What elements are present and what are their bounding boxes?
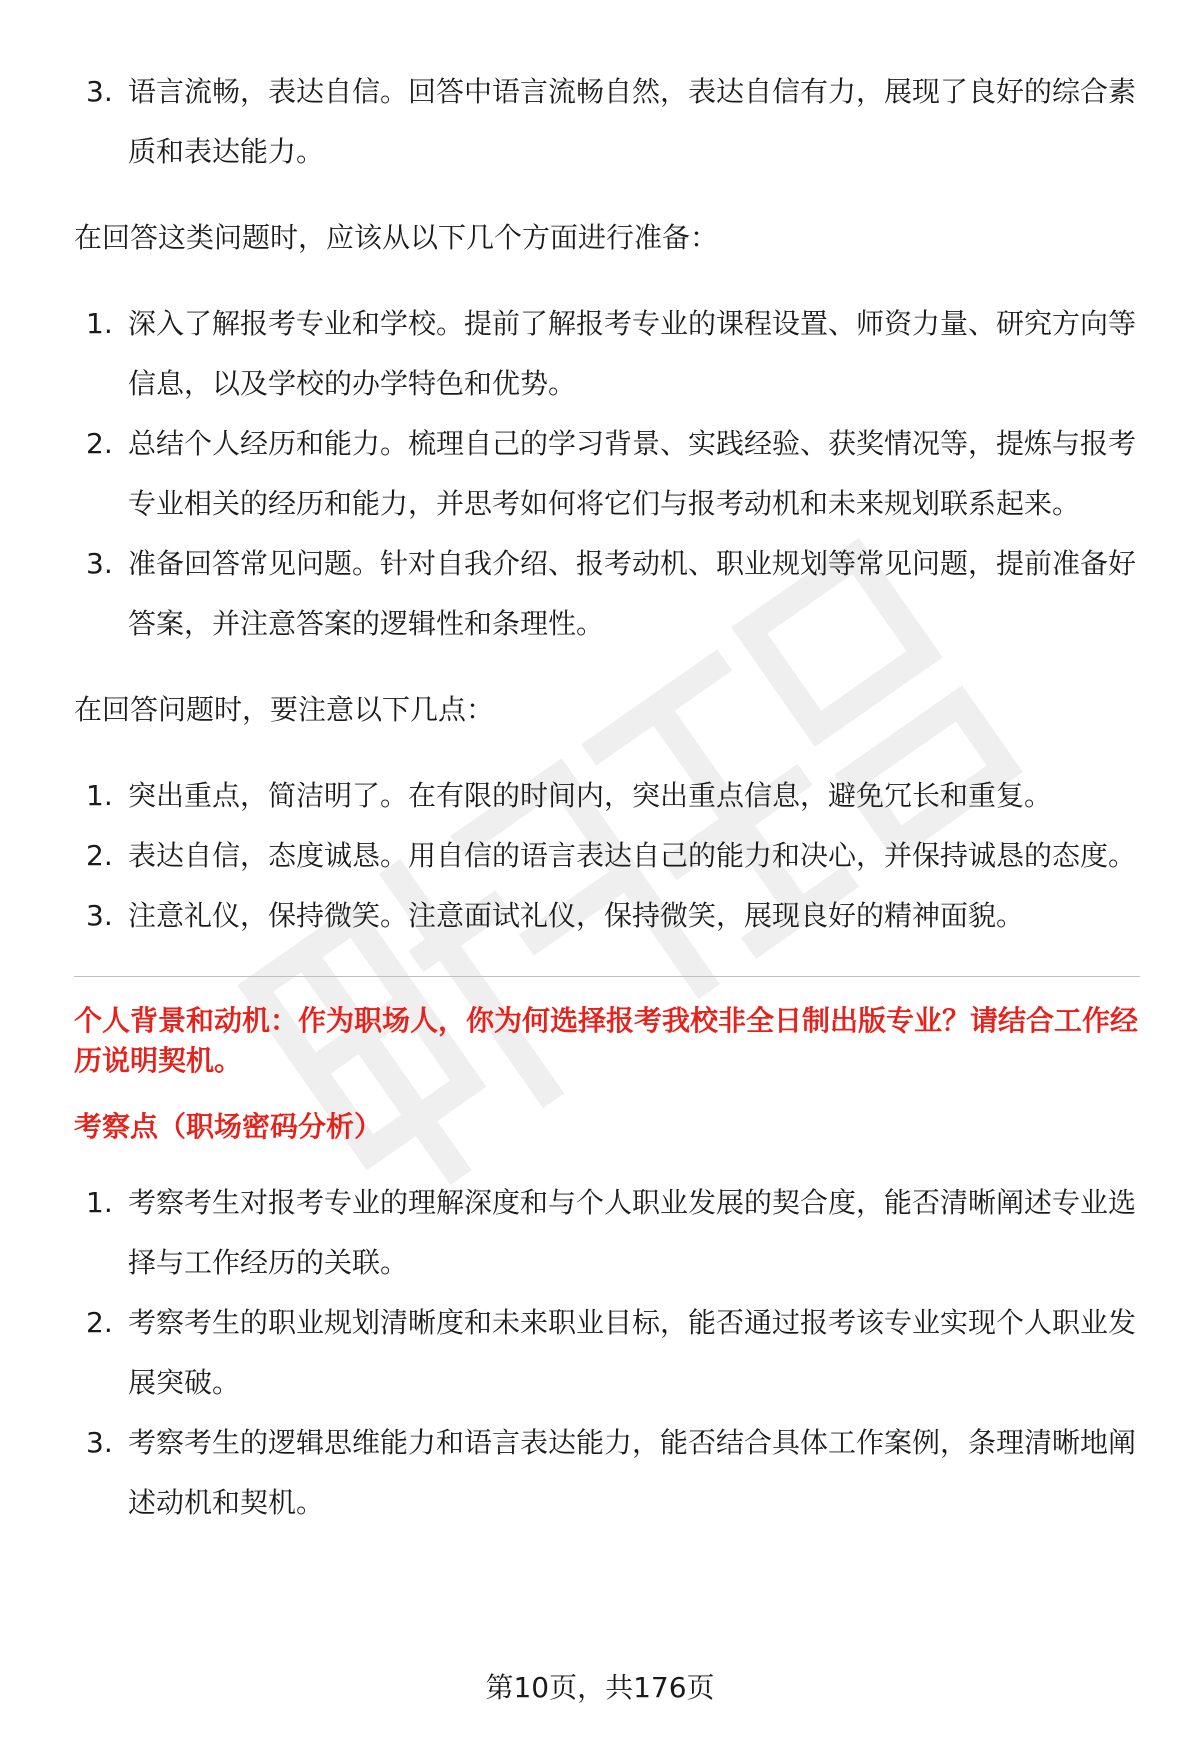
list-item <box>74 62 1140 182</box>
list-item <box>74 766 1140 826</box>
list-item <box>74 294 1140 414</box>
list-number: 2. <box>86 839 113 872</box>
list-text: 突出重点，简洁明了。在有限的时间内，突出重点信息，避免冗长和重复。 <box>128 779 1053 812</box>
list-number: 2. <box>86 427 113 460</box>
list-text: 考察考生的逻辑思维能力和语言表达能力，能否结合具体工作案例，条理清晰地阐述动机和契机。 <box>128 1426 1137 1519</box>
list-item <box>74 826 1140 886</box>
list-block-1 <box>74 62 1140 182</box>
list-block-3 <box>74 766 1140 946</box>
list-number: 3. <box>86 1426 113 1459</box>
list-item <box>74 414 1140 534</box>
list-text: 语言流畅，表达自信。回答中语言流畅自然，表达自信有力，展现了良好的综合素质和表达能力。 <box>128 75 1137 168</box>
list-text: 准备回答常见问题。针对自我介绍、报考动机、职业规划等常见问题，提前准备好答案，并注意答案的逻辑性和条理性。 <box>128 547 1137 640</box>
list-number: 2. <box>86 1306 113 1339</box>
list-text: 表达自信，态度诚恳。用自信的语言表达自己的能力和决心，并保持诚恳的态度。 <box>128 839 1137 872</box>
list-text: 总结个人经历和能力。梳理自己的学习背景、实践经验、获奖情况等，提炼与报考专业相关的经历和能力，并思考如何将它们与报考动机和未来规划联系起来。 <box>128 427 1137 520</box>
list-number: 1. <box>86 1186 113 1219</box>
section-divider <box>74 976 1140 977</box>
list-number: 3. <box>86 899 113 932</box>
list-text: 考察考生对报考专业的理解深度和与个人职业发展的契合度，能否清晰阐述专业选择与工作经历的关联。 <box>128 1186 1137 1279</box>
paragraph-notice-intro: 在回答问题时，要注意以下几点： <box>74 693 495 726</box>
question-heading: 个人背景和动机：作为职场人，你为何选择报考我校非全日制出版专业？请结合工作经历说明契机。 <box>74 1004 1139 1077</box>
list-text: 考察考生的职业规划清晰度和未来职业目标，能否通过报考该专业实现个人职业发展突破。 <box>128 1306 1137 1399</box>
list-item <box>74 534 1140 654</box>
document-body <box>74 62 1140 1533</box>
list-text: 深入了解报考专业和学校。提前了解报考专业的课程设置、师资力量、研究方向等信息，以及学校的办学特色和优势。 <box>128 307 1137 400</box>
list-block-4 <box>74 1173 1140 1533</box>
list-number: 1. <box>86 307 113 340</box>
list-number: 1. <box>86 779 113 812</box>
list-item <box>74 886 1140 946</box>
list-item <box>74 1173 1140 1293</box>
list-text: 注意礼仪，保持微笑。注意面试礼仪，保持微笑，展现良好的精神面貌。 <box>128 899 1025 932</box>
subheading-key-points: 考察点（职场密码分析） <box>74 1110 383 1143</box>
list-number: 3. <box>86 547 113 580</box>
page-number: 第10页，共176页 <box>485 1671 715 1704</box>
paragraph-prepare-intro: 在回答这类问题时，应该从以下几个方面进行准备： <box>74 221 719 254</box>
list-number: 3. <box>86 75 113 108</box>
list-block-2 <box>74 294 1140 654</box>
list-item <box>74 1293 1140 1413</box>
list-item <box>74 1413 1140 1533</box>
